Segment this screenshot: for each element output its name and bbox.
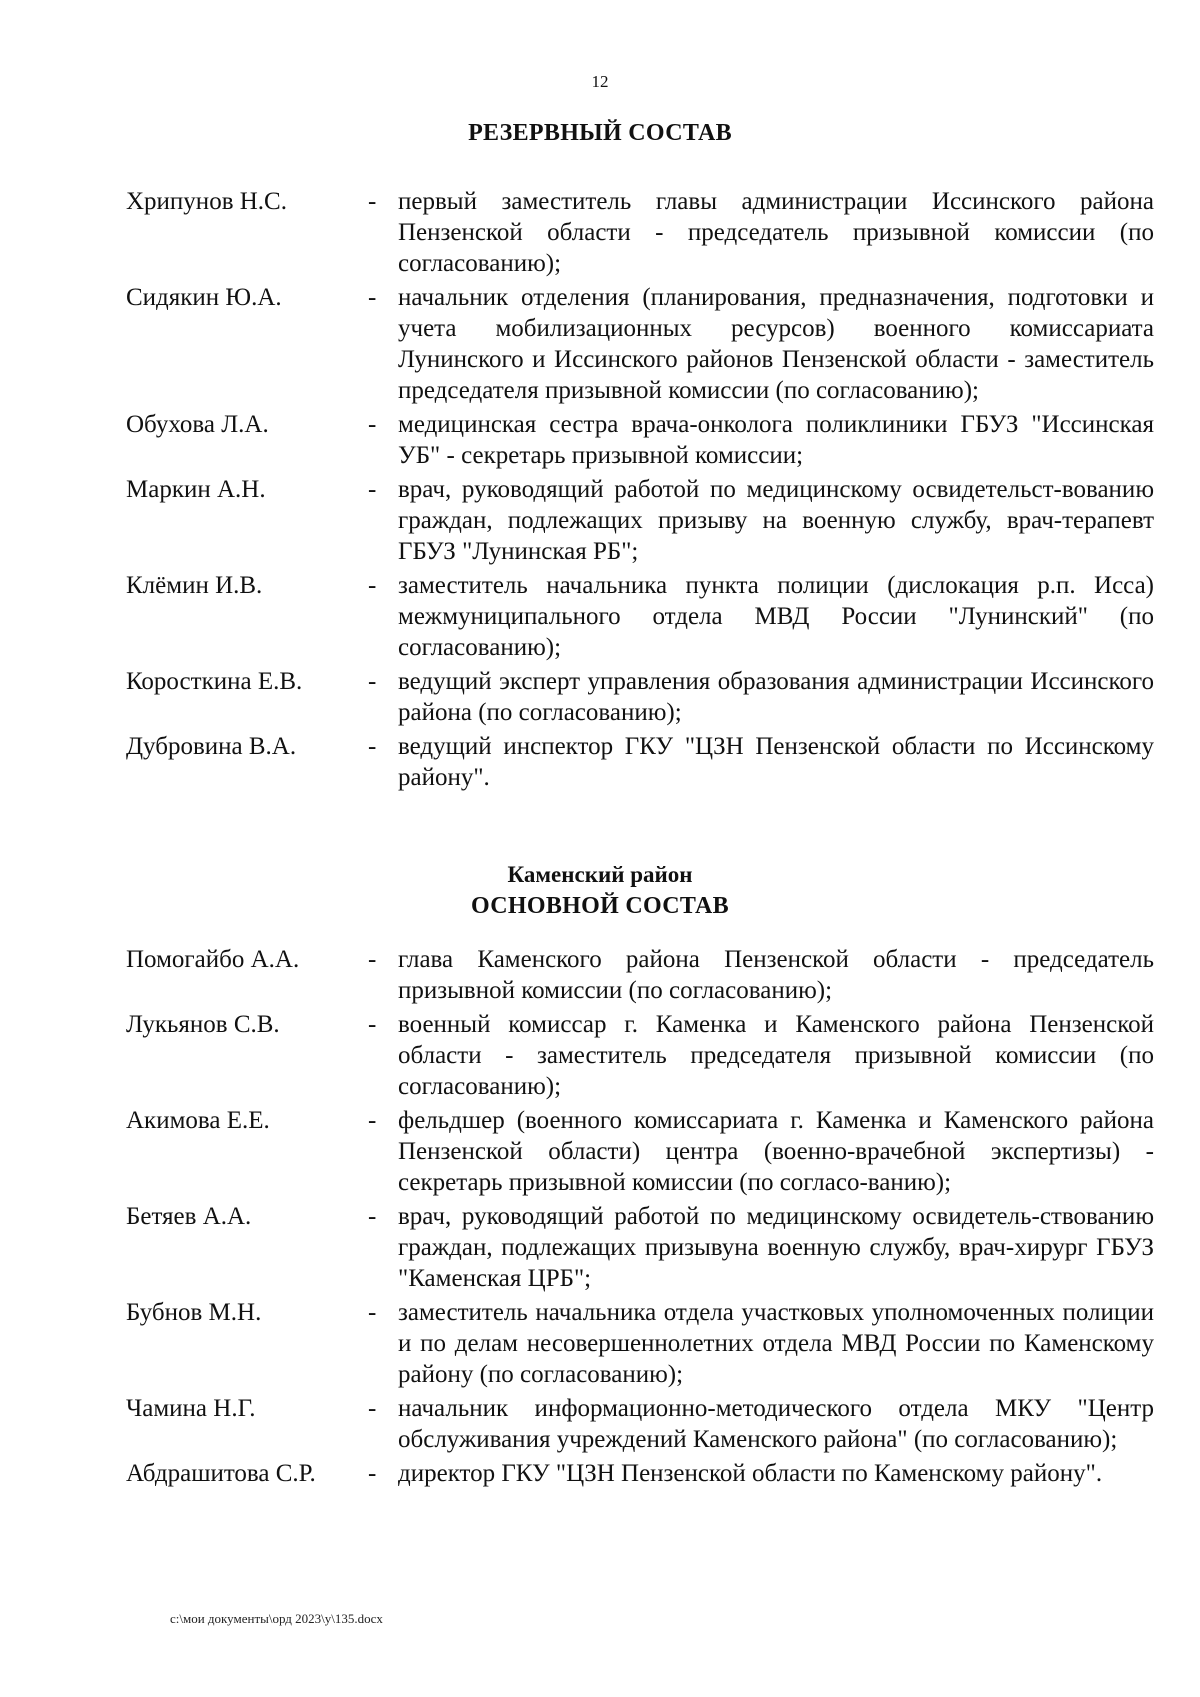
member-role: врач, руководящий работой по медицинскому освидетельст-вованию граждан, подлежащих призыву на военную службу, врач-терапевт ГБУЗ "Лунинская РБ";	[398, 476, 1154, 565]
dash: -	[368, 946, 377, 973]
dash: -	[368, 733, 377, 760]
member-role: начальник отделения (планирования, предназначения, подготовки и учета мобилизационных ресурсов) военного комиссариата Лунинского и Иссинского районов Пензенской области - заместитель председателя призывной комиссии (по согласованию);	[398, 284, 1154, 404]
dash: -	[368, 1299, 377, 1326]
member-role: ведущий эксперт управления образования администрации Иссинского района (по согласованию);	[398, 668, 1154, 726]
member-row	[126, 1393, 1154, 1455]
member-role: врач, руководящий работой по медицинскому освидетель-ствованию граждан, подлежащих призывуна военную службу, врач-хирург ГБУЗ "Каменская ЦРБ";	[398, 1203, 1154, 1292]
member-row	[126, 282, 1154, 406]
dash: -	[368, 1011, 377, 1038]
member-name: Сидякин Ю.А.	[126, 284, 282, 311]
member-role: первый заместитель главы администрации Иссинского района Пензенской области - председатель призывной комиссии (по согласованию);	[398, 188, 1154, 277]
main-title: ОСНОВНОЙ СОСТАВ	[471, 893, 729, 919]
member-row	[126, 944, 1154, 1006]
member-row	[126, 731, 1154, 793]
member-role: начальник информационно-методического отдела МКУ "Центр обслуживания учреждений Каменского района" (по согласованию);	[398, 1395, 1154, 1453]
reserve-title: РЕЗЕРВНЫЙ СОСТАВ	[468, 120, 732, 146]
dash: -	[368, 1203, 377, 1230]
member-row	[126, 1009, 1154, 1102]
member-role: директор ГКУ "ЦЗН Пензенской области по Каменскому району".	[398, 1460, 1103, 1487]
member-name: Дубровина В.А.	[126, 733, 297, 760]
member-role: военный комиссар г. Каменка и Каменского района Пензенской области - заместитель председателя призывной комиссии (по согласованию);	[398, 1011, 1154, 1100]
member-name: Бетяев А.А.	[126, 1203, 252, 1230]
dash: -	[368, 668, 377, 695]
member-role: глава Каменского района Пензенской области - председатель призывной комиссии (по согласованию);	[398, 946, 1154, 1004]
member-row	[126, 409, 1154, 471]
member-name: Лукьянов С.В.	[126, 1011, 280, 1038]
member-name: Клёмин И.В.	[126, 572, 263, 599]
dash: -	[368, 1395, 377, 1422]
member-name: Абдрашитова С.Р.	[126, 1460, 316, 1487]
member-row	[126, 1105, 1154, 1198]
member-role: ведущий инспектор ГКУ "ЦЗН Пензенской области по Иссинскому району".	[398, 733, 1154, 791]
member-role: заместитель начальника пункта полиции (дислокация р.п. Исса) межмуниципального отдела МВД России "Лунинский" (по согласованию);	[398, 572, 1154, 661]
member-name: Акимова Е.Е.	[126, 1107, 270, 1134]
member-row	[126, 474, 1154, 567]
member-name: Коросткина Е.В.	[126, 668, 303, 695]
dash: -	[368, 476, 377, 503]
member-row	[126, 570, 1154, 663]
footer-file-path: c:\мои документы\орд 2023\у\135.docx	[170, 1611, 383, 1626]
member-role: заместитель начальника отдела участковых уполномоченных полиции и по делам несовершеннолетних отдела МВД России по Каменскому району (по согласованию);	[398, 1299, 1154, 1388]
reserve-member-list	[126, 186, 1154, 796]
dash: -	[368, 411, 377, 438]
member-row	[126, 666, 1154, 728]
member-row	[126, 1458, 1154, 1489]
member-name: Помогайбо А.А.	[126, 946, 300, 973]
member-name: Маркин А.Н.	[126, 476, 266, 503]
dash: -	[368, 188, 377, 215]
main-member-list	[126, 944, 1154, 1492]
member-name: Бубнов М.Н.	[126, 1299, 262, 1326]
member-role: фельдшер (военного комиссариата г. Каменка и Каменского района Пензенской области) центра (военно-врачебной экспертизы) - секретарь призывной комиссии (по согласо-ванию);	[398, 1107, 1154, 1196]
dash: -	[368, 284, 377, 311]
member-role: медицинская сестра врача-онколога поликлиники ГБУЗ "Иссинская УБ" - секретарь призывной комиссии;	[398, 411, 1154, 469]
district-title: Каменский район	[507, 862, 693, 887]
page-number: 12	[591, 72, 609, 91]
dash: -	[368, 1107, 377, 1134]
member-name: Чамина Н.Г.	[126, 1395, 256, 1422]
member-name: Обухова Л.А.	[126, 411, 269, 438]
member-name: Хрипунов Н.С.	[126, 188, 287, 215]
member-row	[126, 1297, 1154, 1390]
member-row	[126, 186, 1154, 279]
dash: -	[368, 1460, 377, 1487]
dash: -	[368, 572, 377, 599]
member-row	[126, 1201, 1154, 1294]
